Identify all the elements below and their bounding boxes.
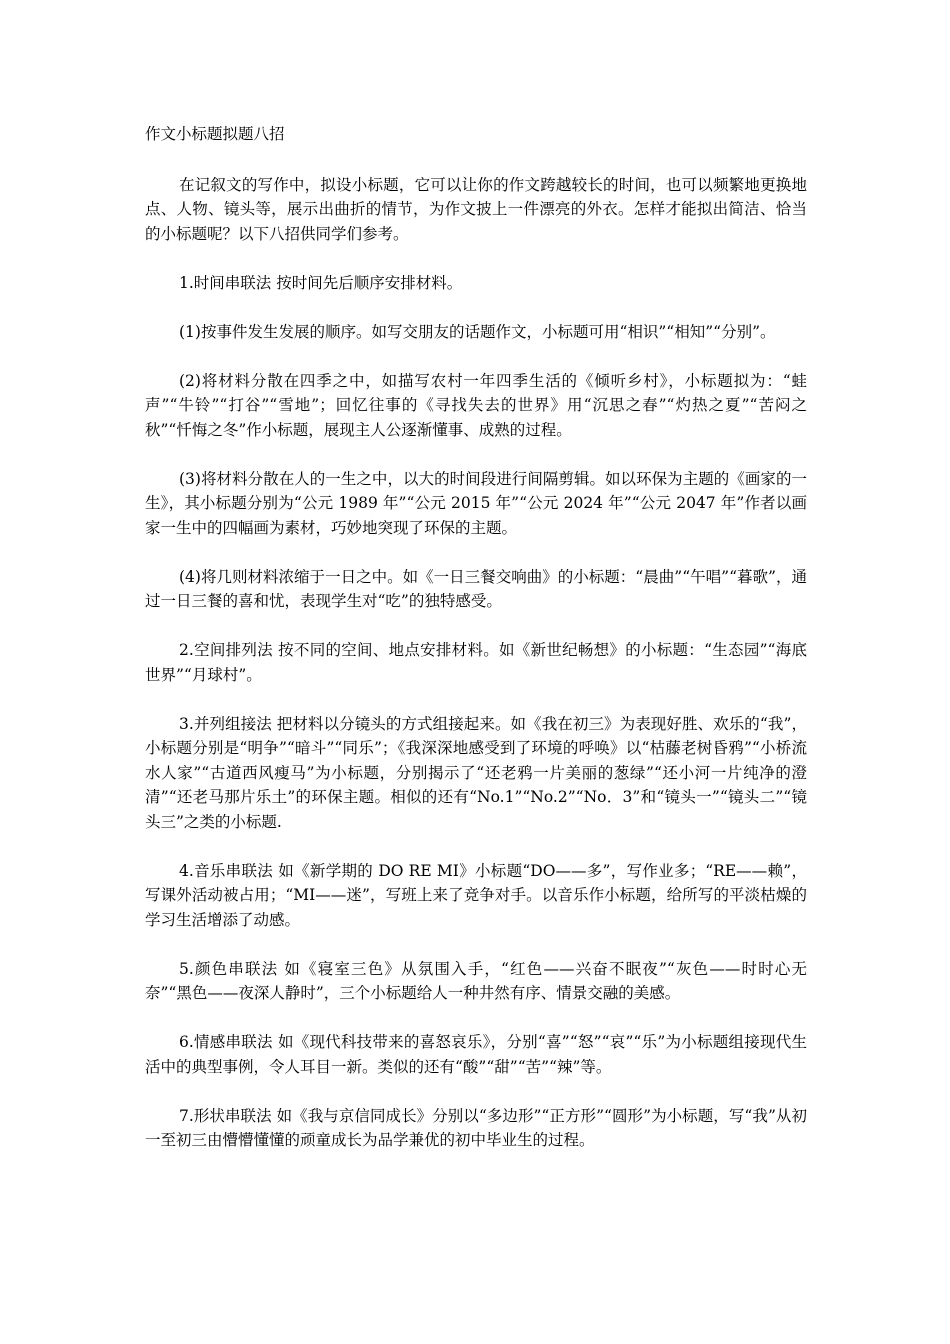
document-page [145, 122, 807, 1177]
method-1-item-3: (3)将材料分散在人的一生之中，以大的时间段进行间隔剪辑。如以环保为主题的《画家的一生》，其小标题分别为“公元 1989 年”“公元 2015 年”“公元 2024 年”“公元 2047 年”作者以画家一生中的四幅画为素材，巧妙地突现了环保的主题。 [145, 469, 807, 537]
method-3-paragraph: 3.并列组接法 把材料以分镜头的方式组接起来。如《我在初三》为表现好胜、欢乐的“我”，小标题分别是“明争”“暗斗”“同乐”；《我深深地感受到了环境的呼唤》以“枯藤老树昏鸦”“小桥流水人家”“古道西风瘦马”为小标题，分别揭示了“还老鸦一片美丽的葱绿”“还小河一片纯净的澄清”“还老马那片乐土”的环保主题。相似的还有“No.1”“No.2”“No．3”和“镜头一”“镜头二”“镜头三”之类的小标题. [145, 714, 807, 831]
method-1-heading: 1.时间串联法 按时间先后顺序安排材料。 [179, 273, 463, 292]
document-title: 作文小标题拟题八招 [145, 125, 285, 143]
method-1-item-1: (1)按事件发生发展的顺序。如写交朋友的话题作文，小标题可用“相识”“相知”“分别”。 [179, 322, 776, 341]
method-7-paragraph: 7.形状串联法 如《我与京信同成长》分别以“多边形”“正方形”“圆形”为小标题，写“我”从初一至初三由懵懵懂懂的顽童成长为品学兼优的初中毕业生的过程。 [145, 1106, 807, 1149]
method-1-item-4: (4)将几则材料浓缩于一日之中。如《一日三餐交响曲》的小标题：“晨曲”“午唱”“暮歌”，通过一日三餐的喜和忧，表现学生对“吃”的独特感受。 [145, 567, 807, 610]
intro-paragraph: 在记叙文的写作中，拟设小标题，它可以让你的作文跨越较长的时间，也可以频繁地更换地点、人物、镜头等，展示出曲折的情节，为作文披上一件漂亮的外衣。怎样才能拟出简洁、恰当的小标题呢？以下八招供同学们参考。 [145, 175, 807, 243]
method-5-paragraph: 5.颜色串联法 如《寝室三色》从氛围入手，“红色——兴奋不眠夜”“灰色——时时心无奈”“黑色——夜深人静时”，三个小标题给人一种井然有序、情景交融的美感。 [145, 959, 807, 1002]
method-2-paragraph: 2.空间排列法 按不同的空间、地点安排材料。如《新世纪畅想》的小标题：“生态园”“海底世界”“月球村”。 [145, 641, 807, 684]
method-1-item-2: (2)将材料分散在四季之中，如描写农村一年四季生活的《倾听乡村》，小标题拟为：“蛙声”“牛铃”“打谷”“雪地”；回忆往事的《寻找失去的世界》用“沉思之春”“灼热之夏”“苦闷之秋”“忏悔之冬”作小标题，展现主人公逐渐懂事、成熟的过程。 [145, 371, 807, 439]
method-4-paragraph: 4.音乐串联法 如《新学期的 DO RE MI》小标题“DO——多”，写作业多；“RE——赖”，写课外活动被占用；“MI——迷”，写班上来了竞争对手。以音乐作小标题，给所写的平淡枯燥的学习生活增添了动感。 [145, 861, 807, 929]
method-6-paragraph: 6.情感串联法 如《现代科技带来的喜怒哀乐》，分别“喜”“怒”“哀”“乐”为小标题组接现代生活中的典型事例，令人耳目一新。类似的还有“酸”“甜”“苦”“辣”等。 [145, 1033, 807, 1076]
